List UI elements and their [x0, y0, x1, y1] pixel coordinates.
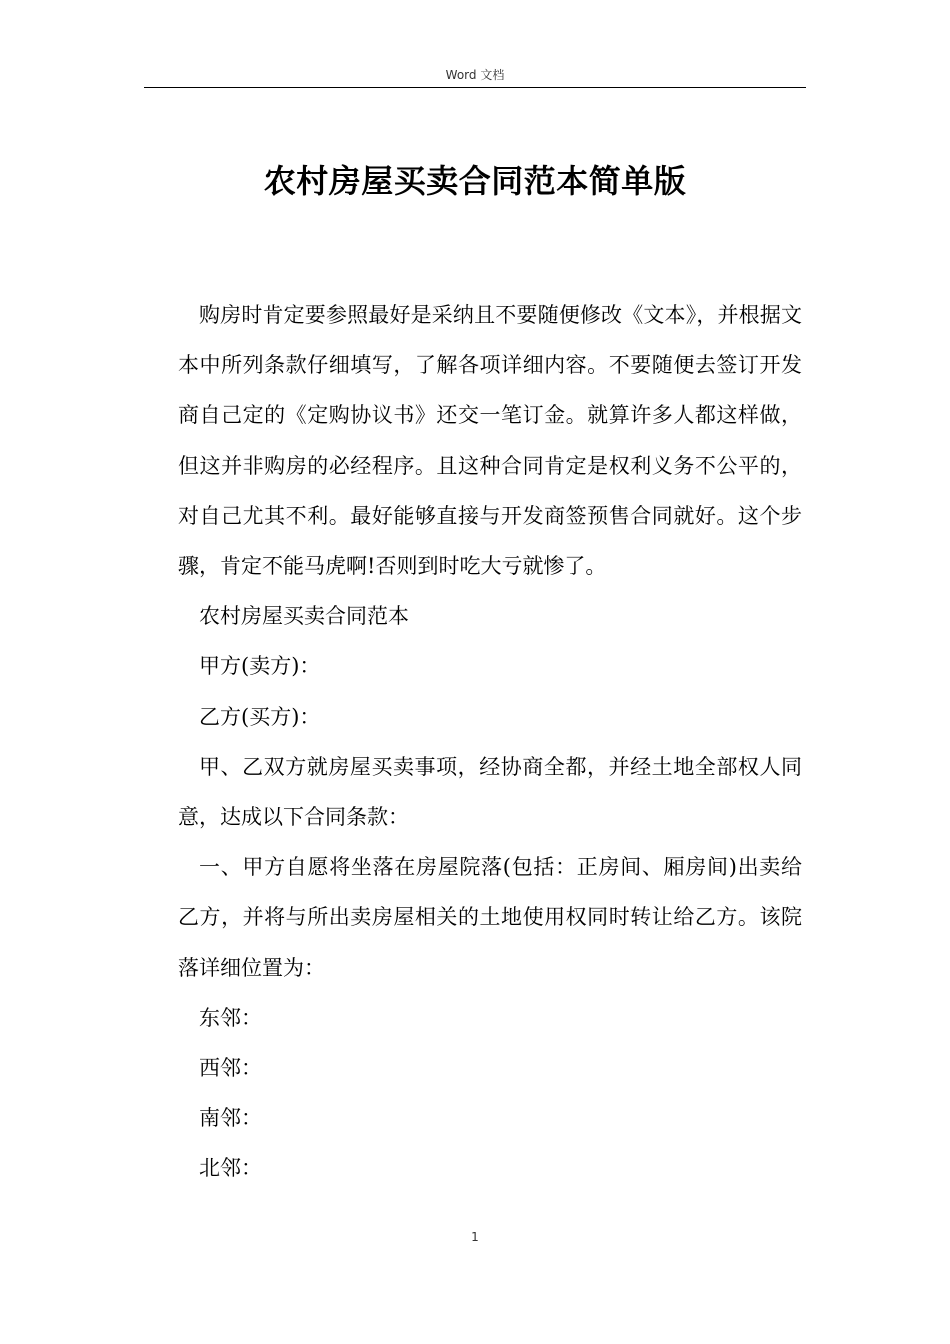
- paragraph-south-neighbor: 南邻：: [199, 1106, 262, 1131]
- header-rule: [144, 87, 806, 88]
- paragraph-north-neighbor: 北邻：: [199, 1156, 262, 1181]
- paragraph-party-a: 甲方(卖方)：: [199, 654, 321, 679]
- document-title: 农村房屋买卖合同范本简单版: [263, 162, 687, 200]
- paragraph-clause-one: 一、甲方自愿将坐落在房屋院落(包括：正房间、厢房间)出卖给乙方，并将与所出卖房屋相关的土地使用权同时转让给乙方。该院落详细位置为：: [178, 855, 802, 980]
- paragraph-contract-heading: 农村房屋买卖合同范本: [199, 604, 409, 629]
- document-body: [178, 290, 802, 1194]
- paragraph-agreement: 甲、乙双方就房屋买卖事项，经协商全都，并经土地全部权人同意，达成以下合同条款：: [178, 754, 802, 830]
- paragraph-west-neighbor: 西邻：: [199, 1056, 262, 1081]
- page-header: Word 文档: [445, 68, 505, 82]
- paragraph-intro: 购房时肯定要参照最好是采纳且不要随便修改《文本》，并根据文本中所列条款仔细填写，了解各项详细内容。不要随便去签订开发商自己定的《定购协议书》还交一笔订金。就算许多人都这样做，但这并非购房的必经程序。且这种合同肯定是权利义务不公平的，对自己尤其不利。最好能够直接与开发商签预售合同就好。这个步骤，肯定不能马虎啊!否则到时吃大亏就惨了。: [178, 303, 802, 579]
- paragraph-party-b: 乙方(买方)：: [199, 704, 321, 729]
- page-number: 1: [471, 1230, 479, 1244]
- paragraph-east-neighbor: 东邻：: [199, 1005, 262, 1030]
